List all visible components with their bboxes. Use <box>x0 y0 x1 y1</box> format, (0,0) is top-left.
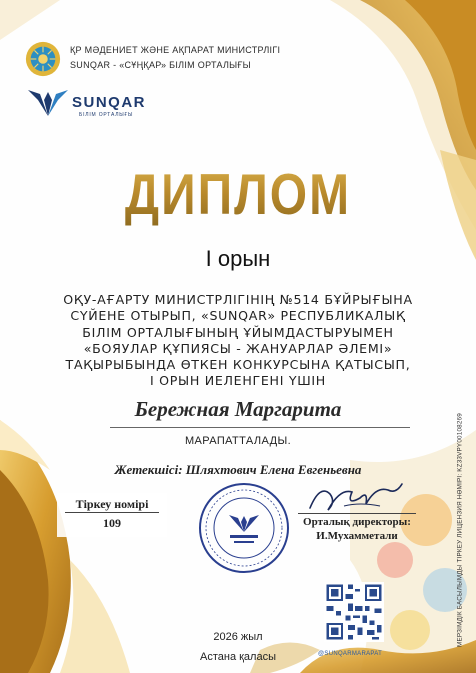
director-label: Орталық директоры: <box>303 516 411 528</box>
supervisor-name: Жетекшісі: Шляхтович Елена Евгеньевна <box>114 462 362 477</box>
registration-number: 109 <box>103 516 121 530</box>
logo-subtitle: БІЛІМ ОРТАЛЫҒЫ <box>79 112 134 118</box>
body-line: БІЛІМ ОРТАЛЫҒЫНЫҢ ҰЙЫМДАСТЫРУЫМЕН <box>82 325 394 340</box>
body-line: I ОРЫН ИЕЛЕНГЕНІ ҮШІН <box>150 373 326 388</box>
registration-label: Тіркеу номірі <box>75 497 149 511</box>
recipient-name: Бережная Маргарита <box>134 397 342 421</box>
body-line: ОҚУ-АҒАРТУ МИНИСТРЛІГІНІҢ №514 БҰЙРЫҒЫНА <box>63 292 413 307</box>
social-handle: @SUNQARMARAPAT <box>318 651 383 657</box>
official-stamp-icon <box>196 480 292 576</box>
place-label: I орын <box>205 246 271 271</box>
diploma-title: ДИПЛОМ <box>0 163 476 229</box>
body-line: «БОЯУЛАР ҚҰПИЯСЫ - ЖАНУАРЛАР ӘЛЕМІ» <box>83 341 393 356</box>
ministry-header: ҚР МӘДЕНИЕТ ЖӘНЕ АҚПАРАТ МИНИСТРЛІГІ <box>70 45 281 55</box>
center-header: SUNQAR - «СҰҢҚАР» БІЛІМ ОРТАЛЫҒЫ <box>70 60 251 70</box>
kazakhstan-emblem-icon <box>24 40 62 78</box>
name-underline <box>110 427 410 428</box>
logo-name: SUNQAR <box>72 94 147 111</box>
awarded-text: МАРАПАТТАЛАДЫ. <box>184 435 292 447</box>
city-label: Астана қаласы <box>200 651 276 663</box>
license-note-text: МЕРЗІМДІК БАСЫЛЫМДЫ ТІРКЕУ ЛИЦЕНЗИЯ НӨМІРІ: KZ33VPY00108269 <box>456 413 464 647</box>
year-label: 2026 жыл <box>213 631 263 643</box>
registration-divider <box>65 512 159 513</box>
sunqar-bird-icon <box>26 86 70 122</box>
registration-block <box>57 493 167 537</box>
license-note-vertical <box>453 400 467 660</box>
body-line: ТАҚЫРЫБЫНДА ӨТКЕН КОНКУРСЫНА ҚАТЫСЫП, <box>65 357 411 372</box>
signature-line <box>298 513 416 514</box>
body-line: СҮЙЕНЕ ОТЫРЫП, «SUNQAR» РЕСПУБЛИКАЛЫҚ <box>70 308 406 323</box>
director-name: И.Мухамметали <box>316 530 398 542</box>
